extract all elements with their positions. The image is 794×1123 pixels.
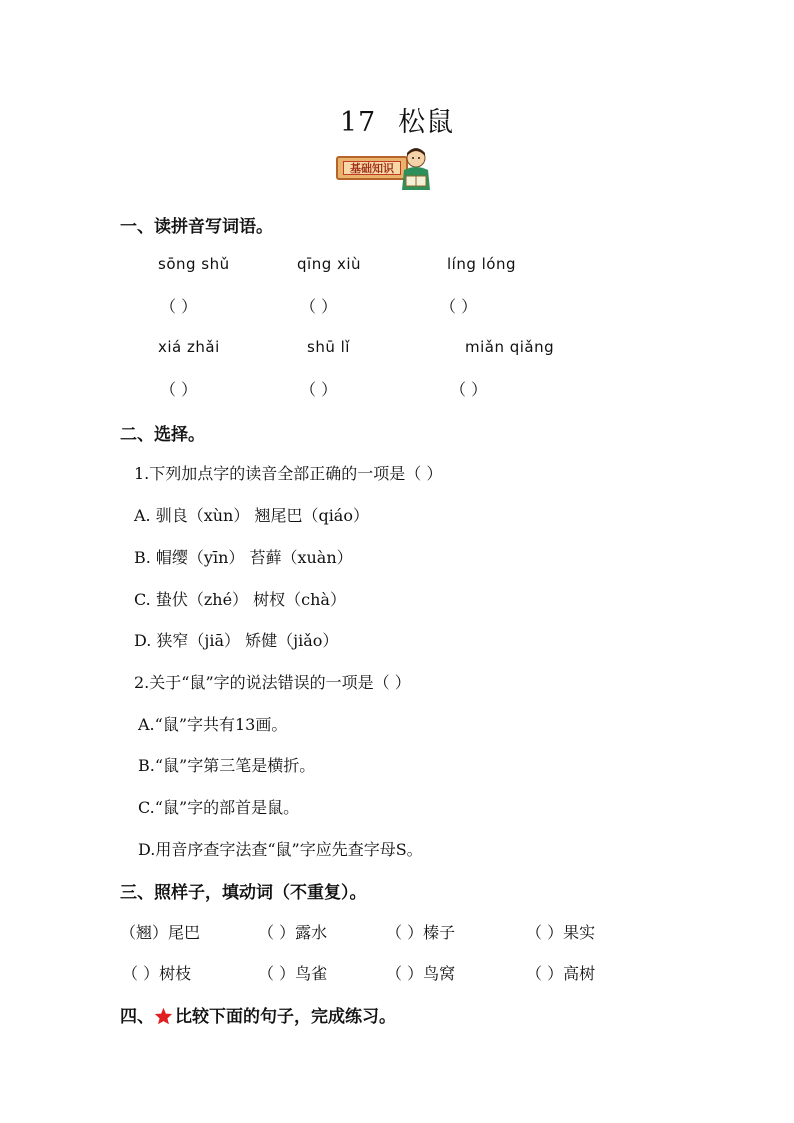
section1-heading: 一、读拼音写词语。 [120,217,273,237]
question-1-stem: 1.下列加点字的读音全部正确的一项是（ ） [134,464,443,483]
q2-option-c[interactable]: C.“鼠”字的部首是鼠。 [138,798,300,817]
pinyin-songshu: sōng shǔ [158,255,230,273]
answer-blank[interactable]: （ ） [160,380,198,399]
section4-prefix: 四、 [120,1007,154,1027]
verb-fill-item[interactable]: （ ）露水 [258,923,328,942]
verb-fill-item: （翘）尾巴 [120,923,201,942]
answer-blank[interactable]: （ ） [160,297,198,316]
question-2-stem: 2.关于“鼠”字的说法错误的一项是（ ） [134,673,411,692]
q1-option-a[interactable]: A. 驯良（xùn） 翘尾巴（qiáo） [134,506,369,525]
q2-option-b[interactable]: B.“鼠”字第三笔是横折。 [138,756,316,775]
q2-option-d[interactable]: D.用音序查字法查“鼠”字应先查字母S。 [138,840,423,859]
pinyin-shuli: shū lǐ [307,338,350,356]
verb-fill-item[interactable]: （ ）鸟雀 [258,964,328,983]
lesson-title: 松鼠 [398,107,455,138]
answer-blank[interactable]: （ ） [300,380,338,399]
q1-option-c[interactable]: C. 蛰伏（zhé） 树杈（chà） [134,590,346,609]
q2-option-a[interactable]: A.“鼠”字共有13画。 [138,715,288,734]
pinyin-xiazhai: xiá zhǎi [158,338,220,356]
verb-fill-item[interactable]: （ ）榛子 [386,923,456,942]
verb-fill-item[interactable]: （ ）树枝 [122,964,192,983]
q1-option-d[interactable]: D. 狭窄（jiā） 矫健（jiǎo） [134,631,339,650]
verb-fill-item[interactable]: （ ）高树 [526,964,596,983]
section4-heading-text: 比较下面的句子，完成练习。 [175,1007,396,1027]
pinyin-mianqiang: miǎn qiǎng [465,338,555,356]
red-star-icon [154,1007,173,1025]
section4-heading [120,1002,396,1027]
q1-option-b[interactable]: B. 帽缨（yīn） 苔藓（xuàn） [134,548,353,567]
pinyin-qingxiu: qīng xiù [297,255,362,273]
lesson-number: 17 [339,107,377,138]
answer-blank[interactable]: （ ） [450,380,488,399]
section3-heading: 三、照样子，填动词（不重复）。 [120,883,367,903]
basic-knowledge-badge [336,146,432,192]
reading-child-icon [396,146,434,192]
page-title [0,100,794,139]
answer-blank[interactable]: （ ） [300,297,338,316]
badge-label: 基础知识 [343,161,401,175]
verb-fill-item[interactable]: （ ）鸟窝 [386,964,456,983]
section2-heading: 二、选择。 [120,425,205,445]
pinyin-linglong: líng lóng [447,255,517,273]
verb-fill-item[interactable]: （ ）果实 [526,923,596,942]
answer-blank[interactable]: （ ） [440,297,478,316]
